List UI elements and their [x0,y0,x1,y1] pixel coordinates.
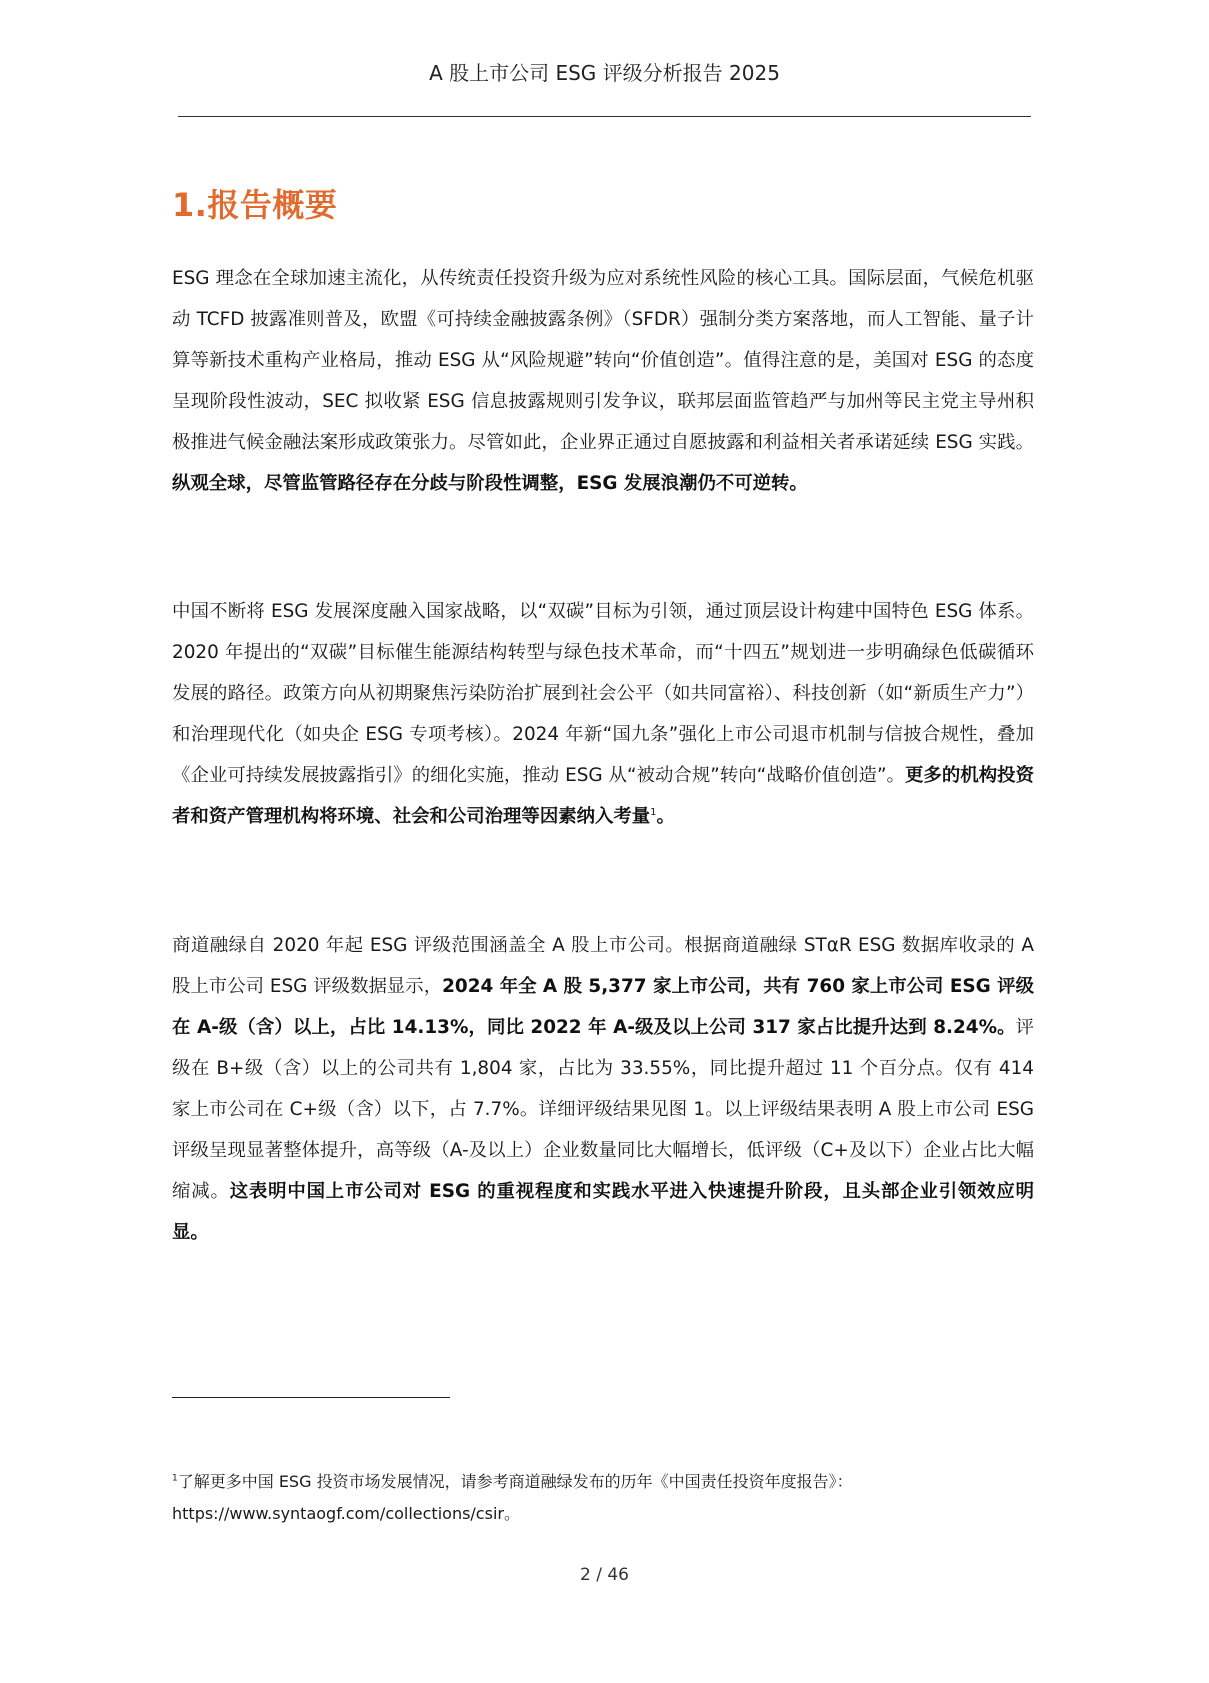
footnote [172,1466,1034,1530]
footnote-divider [172,1397,450,1398]
paragraph-bold-text: 纵观全球，尽管监管路径存在分歧与阶段性调整，ESG 发展浪潮仍不可逆转。 [172,473,808,494]
running-header: A 股上市公司 ESG 评级分析报告 2025 [429,61,780,85]
paragraph-text: 中国不断将 ESG 发展深度融入国家战略，以“双碳”目标为引领，通过顶层设计构建中国特色 ESG 体系。2020 年提出的“双碳”目标催生能源结构转型与绿色技术革命，而“十四五”规划进一步明确绿色低碳循环发展的路径。政策方向从初期聚焦污染防治扩展到社会公平（如共同富裕）、科技创新（如“新质生产力”）和治理现代化（如央企 ESG 专项考核）。2024 年新“国九条”强化上市公司退市机制与信披合规性，叠加《企业可持续发展披露指引》的细化实施，推动 ESG 从“被动合规”转向“战略价值创造”。 [172,601,1034,786]
paragraph-bold-end: 。 [656,806,675,827]
paragraph-global-esg [172,258,1034,504]
paragraph-text: 商道融绿自 2020 年起 ESG 评级范围涵盖全 A 股上市公司。根据商道融绿 STαR ESG 数据库收录的 A 股上市公司 ESG 评级数据显示， [172,935,1034,997]
page-number: 2 / 46 [580,1565,629,1585]
paragraph-rating-results [172,925,1034,1253]
paragraph-bold-text: 这表明中国上市公司对 ESG 的重视程度和实践水平进入快速提升阶段，且头部企业引领效应明显。 [172,1181,1034,1243]
paragraph-bold-text: 更多的机构投资者和资产管理机构将环境、社会和公司治理等因素纳入考量 [172,765,1034,827]
footnote-mark: 1 [172,1473,178,1484]
section-title: 1.报告概要 [172,186,338,224]
paragraph-china-esg [172,591,1034,837]
paragraph-text: ESG 理念在全球加速主流化，从传统责任投资升级为应对系统性风险的核心工具。国际层面，气候危机驱动 TCFD 披露准则普及，欧盟《可持续金融披露条例》（SFDR）强制分类方案落地，而人工智能、量子计算等新技术重构产业格局，推动 ESG 从“风险规避”转向“价值创造”。值得注意的是，美国对 ESG 的态度呈现阶段性波动，SEC 拟收紧 ESG 信息披露规则引发争议，联邦层面监管趋严与加州等民主党主导州积极推进气候金融法案形成政策张力。尽管如此，企业界正通过自愿披露和利益相关者承诺延续 ESG 实践。 [172,268,1034,453]
footnote-reference[interactable]: 1 [650,806,657,818]
footnote-link[interactable]: https://www.syntaogf.com/collections/csir。 [172,1504,520,1523]
paragraph-text: 评级在 B+级（含）以上的公司共有 1,804 家，占比为 33.55%，同比提升超过 11 个百分点。仅有 414 家上市公司在 C+级（含）以下，占 7.7%。详细评级结果见图 1。以上评级结果表明 A 股上市公司 ESG 评级呈现显著整体提升，高等级（A-及以上）企业数量同比大幅增长，低评级（C+及以下）企业占比大幅缩减。 [172,1017,1034,1202]
footnote-text: 了解更多中国 ESG 投资市场发展情况，请参考商道融绿发布的历年《中国责任投资年度报告》： [177,1472,853,1491]
header-divider [178,116,1031,117]
paragraph-bold-text: 2024 年全 A 股 5,377 家上市公司，共有 760 家上市公司 ESG 评级在 A-级（含）以上，占比 14.13%，同比 2022 年 A-级及以上公司 317 家占比提升达到 8.24%。 [172,976,1034,1038]
